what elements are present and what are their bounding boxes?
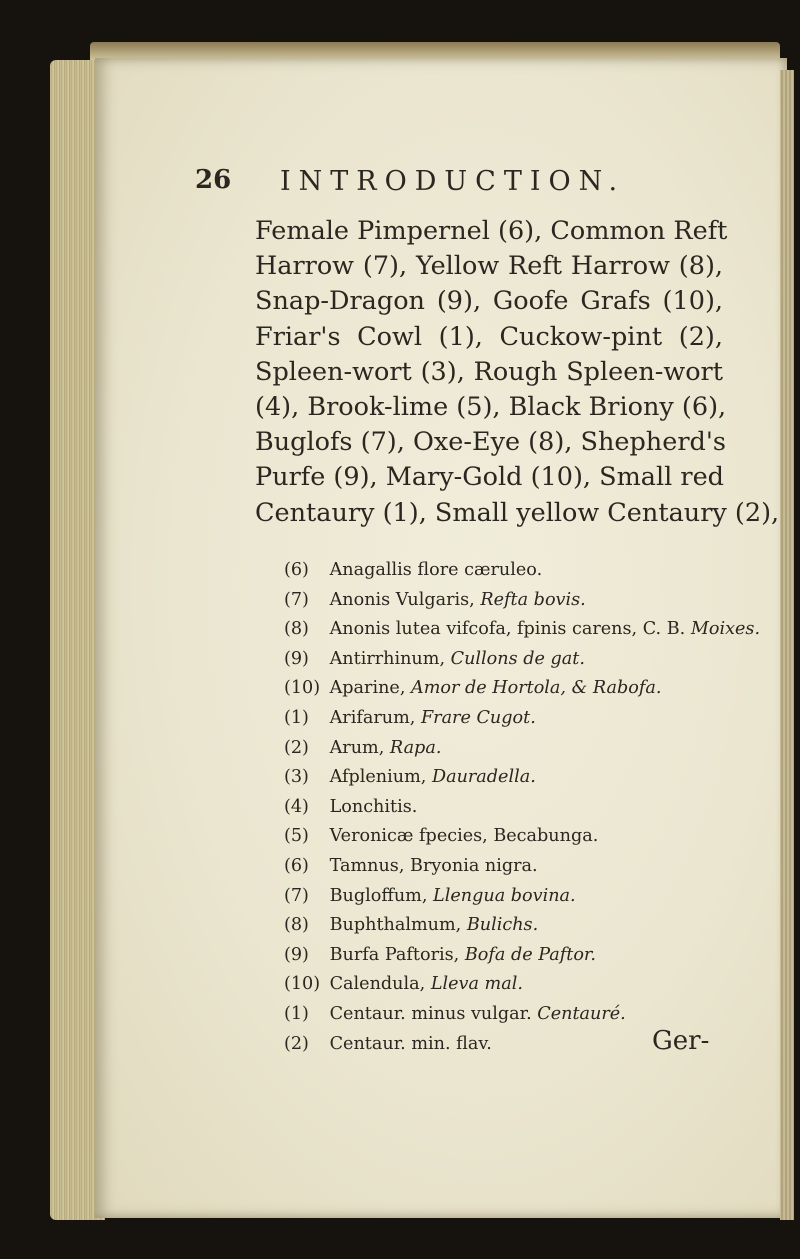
footnote: (4) Lonchitis. <box>284 796 418 817</box>
footnote: (1) Centaur. minus vulgar. Centauré. <box>284 1003 626 1024</box>
text-line: Harrow (7), Yellow Reft Harrow (8), <box>255 251 723 282</box>
page-number: 26 <box>195 165 232 195</box>
footnotes <box>284 556 761 1059</box>
footnote: (9) Burfa Paftoris, Bofa de Paftor. <box>284 944 596 965</box>
footnote: (8) Buphthalmum, Bulichs. <box>284 915 539 936</box>
footnote: (10) Calendula, Lleva mal. <box>284 974 523 995</box>
footnote: (8) Anonis lutea vifcofa, fpinis carens, C. B. Moixes. <box>284 619 761 640</box>
text-line: Female Pimpernel (6), Common Reft <box>255 216 728 246</box>
page-stack-right <box>780 70 794 1220</box>
footnote: (9) Antirrhinum, Cullons de gat. <box>284 648 585 669</box>
catchword: Ger- <box>652 1026 710 1056</box>
text-line: Spleen-wort (3), Rough Spleen-wort <box>255 356 723 387</box>
text-line: Centaury (1), Small yellow Centaury (2), <box>255 497 780 528</box>
text-line: Buglofs (7), Oxe-Eye (8), Shepherd's <box>255 427 726 458</box>
footnote: (5) Veronicæ fpecies, Becabunga. <box>284 826 599 847</box>
footnote: (2) Centaur. min. flav. <box>284 1033 492 1054</box>
footnote: (3) Afplenium, Dauradella. <box>284 767 536 788</box>
footnote: (7) Anonis Vulgaris, Refta bovis. <box>284 589 586 610</box>
text-line: Friar's Cowl (1), Cuckow-pint (2), <box>255 321 723 352</box>
main-text <box>255 214 780 531</box>
text-line: Snap-Dragon (9), Goofe Grafs (10), <box>255 286 723 317</box>
text-line: Purfe (9), Mary-Gold (10), Small red <box>255 462 724 493</box>
running-head: INTRODUCTION. <box>280 166 626 197</box>
footnote: (1) Arifarum, Frare Cugot. <box>284 707 536 728</box>
footnote: (2) Arum, Rapa. <box>284 737 442 758</box>
footnote: (6) Anagallis flore cæruleo. <box>284 560 543 580</box>
text-line: (4), Brook-lime (5), Black Briony (6), <box>255 392 727 423</box>
footnote: (7) Bugloffum, Llengua bovina. <box>284 885 576 906</box>
footnote: (6) Tamnus, Bryonia nigra. <box>284 855 538 876</box>
page-header <box>195 165 695 205</box>
footnote: (10) Aparine, Amor de Hortola, & Rabofa. <box>284 678 662 699</box>
